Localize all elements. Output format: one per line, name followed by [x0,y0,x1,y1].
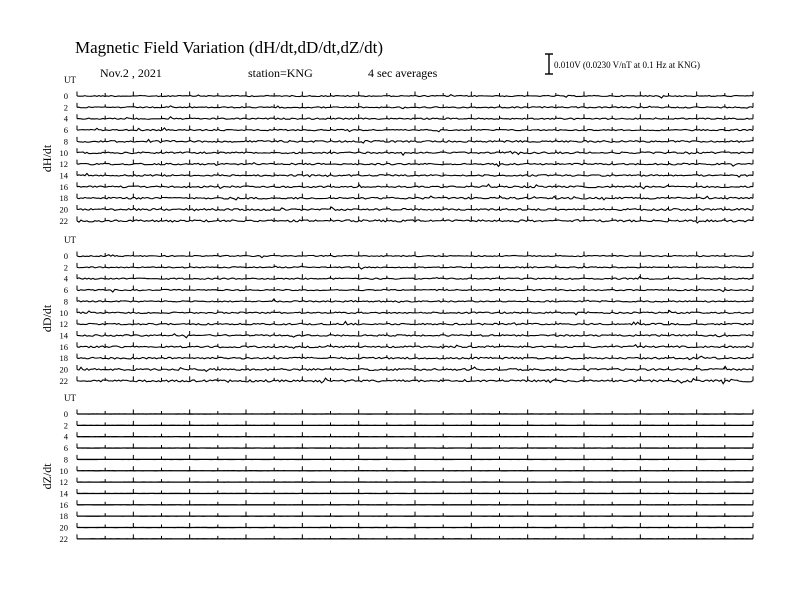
averaging-label: 4 sec averages [368,66,438,80]
row-label: 18 [59,353,68,364]
row-label: 0 [63,251,68,261]
row-label: 12 [59,319,68,330]
row-label: 4 [63,113,68,124]
row-label: 16 [59,341,68,352]
panels-group [40,75,753,544]
row-label: 22 [59,375,68,386]
panel-name-label: dZ/dt [40,463,54,490]
row-label: 4 [63,273,68,284]
panel-0 [40,75,753,226]
panel-1 [40,235,753,386]
scale-bar-icon [545,54,553,74]
row-label: 14 [59,170,68,181]
row-label: 8 [63,296,68,307]
panel-name-label: dD/dt [40,304,54,333]
row-label: 10 [59,307,68,318]
row-label: 8 [63,454,68,465]
row-label: 16 [59,181,68,192]
date-label: Nov.2 , 2021 [100,66,162,80]
row-label: 2 [63,420,68,431]
ut-label: UT [64,235,76,245]
row-label: 8 [63,136,68,147]
row-label: 2 [63,262,68,273]
row-label: 18 [59,511,68,522]
row-label: 18 [59,193,68,204]
panel-2 [40,393,753,544]
row-label: 0 [63,409,68,419]
row-label: 20 [59,364,68,375]
row-label: 20 [59,204,68,215]
row-label: 22 [59,533,68,544]
row-label: 12 [59,159,68,170]
chart-title: Magnetic Field Variation (dH/dt,dD/dt,dZ/dt) [75,38,384,57]
row-label: 20 [59,522,68,533]
row-label: 6 [63,285,68,296]
row-label: 2 [63,102,68,113]
row-label: 6 [63,125,68,136]
row-label: 4 [63,431,68,442]
station-label: station=KNG [248,66,313,80]
row-label: 16 [59,499,68,510]
row-label: 12 [59,477,68,488]
row-label: 10 [59,147,68,158]
row-label: 14 [59,330,68,341]
panel-name-label: dH/dt [40,144,54,173]
row-label: 6 [63,443,68,454]
row-label: 14 [59,488,68,499]
row-label: 0 [63,91,68,101]
scale-label: 0.010V (0.0230 V/nT at 0.1 Hz at KNG) [554,60,700,70]
ut-label: UT [64,393,76,403]
row-label: 22 [59,215,68,226]
ut-label: UT [64,75,76,85]
row-label: 10 [59,465,68,476]
